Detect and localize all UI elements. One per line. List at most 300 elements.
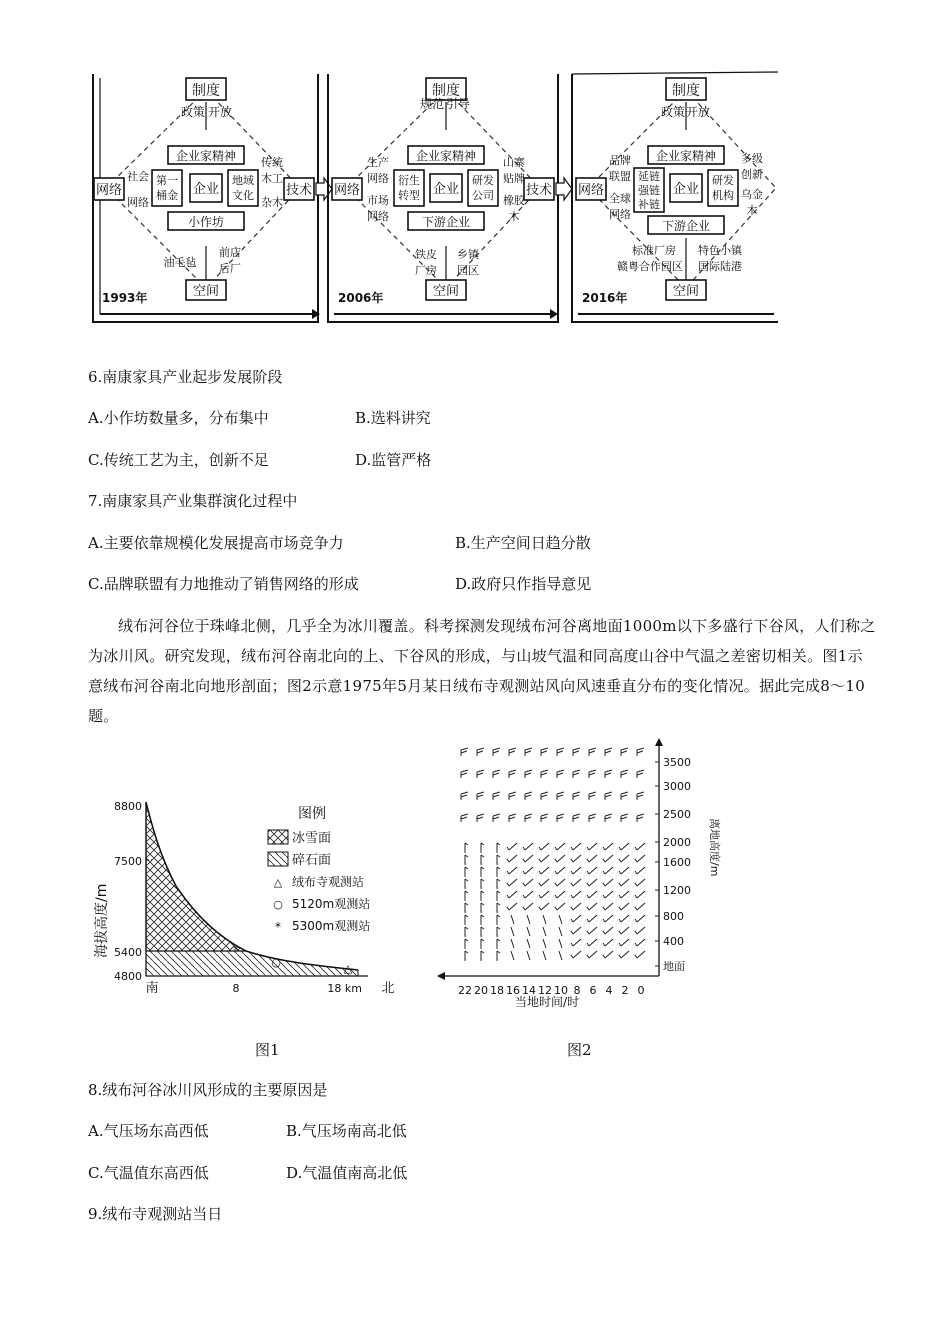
fig2-wind-barb xyxy=(635,855,645,862)
panel-2016 xyxy=(572,72,778,322)
fig2-wind-barb xyxy=(493,748,500,756)
fig2-wind-barb xyxy=(619,855,629,862)
fig2-wind-barb xyxy=(637,792,644,800)
svg-text:下游企业: 下游企业 xyxy=(661,219,711,233)
fig2-xtick: 22 xyxy=(458,984,472,997)
question-8-stem: 8.绒布河谷冰川风形成的主要原因是 xyxy=(88,1081,328,1099)
question-7-stem: 7.南康家具产业集群演化过程中 xyxy=(88,492,298,510)
fig2-wind-barb xyxy=(605,748,612,756)
fig1-legend-title: 图例 xyxy=(298,806,326,822)
svg-text:木: 木 xyxy=(508,210,520,223)
fig1-station-5300: * xyxy=(233,944,239,957)
svg-text:规范: 规范 xyxy=(419,97,445,111)
fig2-wind-barb xyxy=(619,867,629,874)
fig2-wind-barb xyxy=(539,843,549,850)
fig2-wind-barb xyxy=(541,748,548,756)
fig2-wind-barb xyxy=(635,927,645,934)
fig2-wind-barb xyxy=(497,855,500,865)
fig2-wind-barb xyxy=(541,792,548,800)
fig2-wind-barb xyxy=(635,879,645,886)
fig2-ytick: 1600 xyxy=(663,856,691,869)
panel1-year: 1993年 xyxy=(102,291,148,305)
svg-text:国际陆港: 国际陆港 xyxy=(698,260,742,273)
fig2-ytick: 3000 xyxy=(663,780,691,793)
svg-text:后厂: 后厂 xyxy=(219,262,241,275)
fig2-wind-barb xyxy=(555,843,565,850)
fig2-wind-barb xyxy=(465,951,468,961)
fig2-wind-barb xyxy=(481,891,484,901)
fig2-wind-barb xyxy=(465,867,468,877)
fig2-wind-barb xyxy=(477,814,484,822)
fig2-wind-barb xyxy=(603,855,613,862)
fig2-wind-barb xyxy=(619,891,629,898)
fig2-wind-barb xyxy=(587,939,597,946)
fig2-wind-barb xyxy=(481,843,484,853)
question-7-option-a[interactable]: A.主要依靠规模化发展提高市场竞争力 xyxy=(88,534,344,552)
svg-text:桶金: 桶金 xyxy=(156,189,178,202)
fig2-wind-barb xyxy=(525,792,532,800)
panel1-core: 企业 xyxy=(192,182,220,197)
fig2-wind-barb xyxy=(461,792,468,800)
fig2-wind-barb xyxy=(525,748,532,756)
fig1-ylabel: 海拔高度/m xyxy=(94,883,110,958)
question-7-option-b[interactable]: B.生产空间日趋分散 xyxy=(455,534,591,552)
fig2-wind-barb xyxy=(493,814,500,822)
fig2-xtick: 2 xyxy=(621,984,629,997)
svg-text:8: 8 xyxy=(232,982,240,995)
svg-text:油毛毡: 油毛毡 xyxy=(163,256,197,269)
svg-text:网络: 网络 xyxy=(367,210,389,223)
industry-cluster-diagram xyxy=(88,70,788,332)
fig2-wind-barb xyxy=(511,927,514,936)
svg-text:地域: 地域 xyxy=(232,174,254,187)
panel1-right: 技术 xyxy=(285,183,313,198)
fig2-wind-barb xyxy=(511,915,514,924)
reading-passage: 绒布河谷位于珠峰北侧，几乎全为冰川覆盖。科考探测发现绒布河谷离地面1000m以下多盛行下谷风，人们称之为冰川风。研究发现，绒布河谷南北向的上、下谷风的形成，与山坡气温和同高度山谷中气温之差密切相关。图1示意绒布河谷南北向地形剖面；图2示意1975年5月某日绒布寺观测站风向风速垂直分布的变化情况。据此完成8～10题。 xyxy=(88,617,876,725)
svg-text:技术: 技术 xyxy=(525,183,553,198)
fig2-wind-barb xyxy=(509,792,516,800)
fig2-wind-barb xyxy=(511,939,514,948)
fig2-wind-barb xyxy=(523,855,533,862)
fig2-wind-barb xyxy=(559,951,562,960)
fig2-wind-barb xyxy=(497,903,500,913)
fig2-wind-barb xyxy=(605,814,612,822)
fig2-wind-barb xyxy=(481,915,484,925)
fig2-wind-barb xyxy=(573,792,580,800)
svg-text:网络: 网络 xyxy=(333,183,361,198)
fig2-wind-barb xyxy=(481,903,484,913)
fig2-wind-barb xyxy=(559,915,562,924)
panel1-spirit: 企业家精神 xyxy=(175,149,237,163)
svg-text:铁皮: 铁皮 xyxy=(415,248,437,261)
fig2-wind-barb xyxy=(557,748,564,756)
fig2-wind-barb xyxy=(541,770,548,778)
svg-text:贴牌: 贴牌 xyxy=(503,172,525,185)
svg-text:△: △ xyxy=(273,876,283,889)
svg-text:赣粤合作园区: 赣粤合作园区 xyxy=(617,260,683,273)
fig2-wind-barb xyxy=(571,951,581,958)
question-8-option-a[interactable]: A.气压场东高西低 xyxy=(88,1122,209,1140)
fig2-ytick: 800 xyxy=(663,910,684,923)
fig2-ytick: 3500 xyxy=(663,756,691,769)
svg-text:政策: 政策 xyxy=(660,105,686,119)
fig2-wind-barb xyxy=(603,915,613,922)
fig2-wind-barb xyxy=(621,814,628,822)
svg-text:联盟: 联盟 xyxy=(609,170,631,183)
fig2-wind-barb xyxy=(481,879,484,889)
fig1-station-5120: ○ xyxy=(271,956,281,969)
fig2-xlabel: 当地时间/时 xyxy=(514,995,580,1009)
fig2-wind-barb xyxy=(465,891,468,901)
fig2-wind-barb xyxy=(555,867,565,874)
fig2-wind-barb xyxy=(587,879,597,886)
fig2-ytick: 400 xyxy=(663,935,684,948)
fig2-wind-barb xyxy=(571,939,581,946)
panel1-top: 制度 xyxy=(192,83,220,99)
svg-text:延链: 延链 xyxy=(638,170,660,183)
question-6-stem: 6.南康家具产业起步发展阶段 xyxy=(88,368,283,386)
svg-text:衍生: 衍生 xyxy=(398,174,420,187)
fig2-wind-barb xyxy=(539,879,549,886)
svg-text:企业: 企业 xyxy=(672,182,700,197)
fig2-wind-barb xyxy=(465,879,468,889)
fig2-wind-barb xyxy=(605,792,612,800)
fig2-wind-barb xyxy=(461,770,468,778)
question-6-option-d[interactable]: D.监管严格 xyxy=(355,451,432,469)
svg-text:空间: 空间 xyxy=(432,284,460,299)
fig2-wind-barb xyxy=(587,891,597,898)
fig2-ylabel: 离地高度/m xyxy=(708,818,721,877)
question-6-option-a[interactable]: A.小作坊数量多，分布集中 xyxy=(88,409,269,427)
fig2-wind-barb xyxy=(621,770,628,778)
fig2-wind-barb xyxy=(635,951,645,958)
svg-text:18 km: 18 km xyxy=(327,982,362,995)
fig2-wind-barb xyxy=(477,770,484,778)
fig2-wind-barb xyxy=(589,792,596,800)
svg-text:补链: 补链 xyxy=(638,198,660,211)
svg-text:文化: 文化 xyxy=(232,189,254,202)
fig2-xtick: 18 xyxy=(490,984,504,997)
fig1-legend-item: 5120m观测站 xyxy=(292,897,371,911)
fig2-wind-barb xyxy=(539,855,549,862)
fig2-wind-barb xyxy=(497,843,500,853)
fig2-wind-barb xyxy=(493,792,500,800)
fig1-station-rongbuk: △ xyxy=(343,962,353,975)
fig2-wind-barb xyxy=(509,748,516,756)
svg-text:○: ○ xyxy=(273,898,283,911)
svg-text:企业家精神: 企业家精神 xyxy=(655,149,717,163)
fig2-wind-barb xyxy=(571,867,581,874)
fig2-yticks xyxy=(655,756,691,973)
question-6-option-c[interactable]: C.传统工艺为主，创新不足 xyxy=(88,451,269,469)
fig2-wind-barb xyxy=(481,951,484,961)
svg-text:创新: 创新 xyxy=(741,168,763,181)
fig2-wind-barb xyxy=(559,927,562,936)
svg-text:2016年: 2016年 xyxy=(582,291,628,305)
svg-text:研发: 研发 xyxy=(472,174,494,187)
fig2-wind-barb xyxy=(507,879,517,886)
svg-text:木: 木 xyxy=(746,204,758,217)
fig1-ytick: 7500 xyxy=(114,855,142,868)
panel1-top-link-2: 开放 xyxy=(207,105,233,119)
fig2-wind-barb xyxy=(589,770,596,778)
fig2-wind-barb xyxy=(571,843,581,850)
svg-text:网络: 网络 xyxy=(609,208,631,221)
panel-2006 xyxy=(328,74,558,322)
fig2-wind-barb xyxy=(571,879,581,886)
svg-text:网络: 网络 xyxy=(127,196,149,209)
svg-text:开放: 开放 xyxy=(685,105,711,119)
fig2-wind-barb xyxy=(619,903,629,910)
svg-text:橡胶: 橡胶 xyxy=(503,194,525,207)
fig2-wind-barb xyxy=(603,903,613,910)
svg-text:乌金: 乌金 xyxy=(741,188,763,201)
fig2-wind-barb xyxy=(603,879,613,886)
fig2-wind-barb xyxy=(527,915,530,924)
svg-text:品牌: 品牌 xyxy=(609,154,631,167)
svg-text:网络: 网络 xyxy=(577,183,605,198)
svg-text:木工: 木工 xyxy=(261,172,283,185)
fig2-wind-barb xyxy=(541,814,548,822)
fig2-wind-barb xyxy=(637,770,644,778)
fig2-wind-barb xyxy=(603,927,613,934)
figure-1-caption: 图1 xyxy=(255,1041,280,1059)
fig2-wind-barb xyxy=(555,879,565,886)
fig2-wind-barbs xyxy=(461,748,645,961)
fig2-wind-barb xyxy=(587,867,597,874)
fig2-wind-barb xyxy=(509,814,516,822)
svg-text:制度: 制度 xyxy=(432,83,460,99)
svg-text:特色小镇: 特色小镇 xyxy=(698,244,742,257)
panel1-left: 网络 xyxy=(95,183,123,198)
fig2-ytick: 2500 xyxy=(663,808,691,821)
svg-text:传统: 传统 xyxy=(261,156,283,169)
fig2-wind-barb xyxy=(461,748,468,756)
fig2-wind-barb xyxy=(573,770,580,778)
fig2-wind-barb xyxy=(555,855,565,862)
fig2-wind-barb xyxy=(497,927,500,937)
svg-text:南: 南 xyxy=(145,981,159,996)
fig2-wind-barb xyxy=(481,927,484,937)
svg-text:引导: 引导 xyxy=(445,97,471,111)
fig2-xtick: 14 xyxy=(522,984,536,997)
fig1-legend-item: 碎石面 xyxy=(292,853,332,868)
fig2-wind-barb xyxy=(619,939,629,946)
fig2-wind-barb xyxy=(637,748,644,756)
svg-text:2006年: 2006年 xyxy=(338,291,384,305)
fig2-wind-barb xyxy=(523,891,533,898)
fig2-wind-barb xyxy=(507,903,517,910)
figure-2-wind-profile xyxy=(435,738,725,1020)
fig2-xtick: 16 xyxy=(506,984,520,997)
fig2-wind-barb xyxy=(571,903,581,910)
fig2-wind-barb xyxy=(497,891,500,901)
fig2-wind-barb xyxy=(507,891,517,898)
figure-2-caption: 图2 xyxy=(567,1041,592,1059)
svg-text:企业家精神: 企业家精神 xyxy=(415,149,477,163)
fig2-wind-barb xyxy=(571,891,581,898)
question-6-option-b[interactable]: B.选料讲究 xyxy=(355,409,431,427)
fig2-wind-barb xyxy=(477,792,484,800)
fig2-wind-barb xyxy=(523,879,533,886)
fig2-wind-barb xyxy=(571,927,581,934)
fig2-wind-barb xyxy=(559,939,562,948)
fig2-wind-barb xyxy=(605,770,612,778)
figure-1-terrain-profile xyxy=(90,786,420,1004)
fig2-wind-barb xyxy=(543,951,546,960)
fig2-wind-barb xyxy=(481,867,484,877)
fig2-wind-barb xyxy=(523,867,533,874)
fig2-wind-barb xyxy=(497,951,500,961)
panel1-bottom: 空间 xyxy=(192,284,220,299)
fig2-wind-barb xyxy=(619,951,629,958)
fig2-wind-barb xyxy=(523,843,533,850)
svg-text:企业: 企业 xyxy=(432,182,460,197)
panel1-lower: 小作坊 xyxy=(187,215,225,229)
fig1-ytick: 5400 xyxy=(114,946,142,959)
fig2-wind-barb xyxy=(461,814,468,822)
fig2-wind-barb xyxy=(539,891,549,898)
fig2-wind-barb xyxy=(557,814,564,822)
fig2-wind-barb xyxy=(603,939,613,946)
fig2-wind-barb xyxy=(635,903,645,910)
svg-text:生产: 生产 xyxy=(367,156,389,169)
svg-text:机构: 机构 xyxy=(712,189,734,202)
fig2-wind-barb xyxy=(555,891,565,898)
fig2-wind-barb xyxy=(555,903,565,910)
fig2-wind-barb xyxy=(587,855,597,862)
fig2-ytick: 1200 xyxy=(663,884,691,897)
question-9-stem: 9.绒布寺观测站当日 xyxy=(88,1205,223,1223)
svg-text:空间: 空间 xyxy=(672,284,700,299)
fig2-xtick: 10 xyxy=(554,984,568,997)
question-8-option-b[interactable]: B.气压场南高北低 xyxy=(286,1122,407,1140)
question-8-option-d[interactable]: D.气温值南高北低 xyxy=(286,1164,408,1182)
svg-text:网络: 网络 xyxy=(367,172,389,185)
fig2-wind-barb xyxy=(603,867,613,874)
svg-text:乡镇: 乡镇 xyxy=(457,248,479,261)
fig2-wind-barb xyxy=(603,891,613,898)
fig2-wind-barb xyxy=(635,915,645,922)
fig2-wind-barb xyxy=(527,939,530,948)
fig2-wind-barb xyxy=(587,927,597,934)
fig2-wind-barb xyxy=(497,867,500,877)
svg-text:第一: 第一 xyxy=(156,174,178,187)
fig2-wind-barb xyxy=(493,770,500,778)
svg-text:研发: 研发 xyxy=(712,174,734,187)
fig2-wind-barb xyxy=(509,770,516,778)
fig2-ytick: 2000 xyxy=(663,836,691,849)
svg-text:社会: 社会 xyxy=(127,170,149,183)
fig1-ice-snow-area xyxy=(146,802,246,951)
fig2-wind-barb xyxy=(481,939,484,949)
fig2-wind-barb xyxy=(571,915,581,922)
fig2-wind-barb xyxy=(465,843,468,853)
svg-text:转型: 转型 xyxy=(398,189,420,202)
svg-text:杂木: 杂木 xyxy=(261,196,283,209)
fig2-wind-barb xyxy=(527,927,530,936)
question-7-option-d[interactable]: D.政府只作指导意见 xyxy=(455,575,592,593)
fig2-wind-barb xyxy=(635,891,645,898)
panel-1993 xyxy=(93,74,320,322)
svg-text:强链: 强链 xyxy=(638,184,660,197)
fig2-xtick: 12 xyxy=(538,984,552,997)
fig2-wind-barb xyxy=(573,814,580,822)
fig2-wind-barb xyxy=(527,951,530,960)
svg-text:多级: 多级 xyxy=(741,152,763,165)
fig2-wind-barb xyxy=(587,951,597,958)
fig2-wind-barb xyxy=(539,867,549,874)
fig2-wind-barb xyxy=(603,951,613,958)
fig1-gravel-area xyxy=(146,951,358,976)
fig2-wind-barb xyxy=(557,770,564,778)
fig2-wind-barb xyxy=(465,915,468,925)
fig2-wind-barb xyxy=(465,927,468,937)
svg-text:公司: 公司 xyxy=(472,189,494,202)
svg-text:厂房: 厂房 xyxy=(415,264,437,277)
fig2-wind-barb xyxy=(525,770,532,778)
fig2-wind-barb xyxy=(497,939,500,949)
question-8-option-c[interactable]: C.气温值东高西低 xyxy=(88,1164,209,1182)
svg-text:*: * xyxy=(275,920,281,934)
svg-text:山寨: 山寨 xyxy=(503,156,525,169)
fig2-wind-barb xyxy=(543,939,546,948)
question-7-option-c[interactable]: C.品牌联盟有力地推动了销售网络的形成 xyxy=(88,575,359,593)
fig2-wind-barb xyxy=(543,915,546,924)
fig2-wind-barb xyxy=(477,748,484,756)
fig2-wind-barb xyxy=(587,903,597,910)
fig2-wind-barb xyxy=(635,939,645,946)
fig2-wind-barb xyxy=(635,843,645,850)
fig1-legend-item: 冰雪面 xyxy=(292,831,332,846)
fig2-wind-barb xyxy=(587,915,597,922)
fig2-wind-barb xyxy=(557,792,564,800)
fig2-wind-barb xyxy=(619,915,629,922)
svg-text:园区: 园区 xyxy=(457,264,479,277)
fig2-wind-barb xyxy=(573,748,580,756)
fig2-xtick: 8 xyxy=(573,984,581,997)
svg-text:标准厂房: 标准厂房 xyxy=(632,244,676,257)
fig1-ytick: 4800 xyxy=(114,970,142,983)
fig2-wind-barb xyxy=(523,903,533,910)
svg-text:前店: 前店 xyxy=(219,246,241,259)
fig2-wind-barb xyxy=(589,814,596,822)
fig2-wind-barb xyxy=(621,792,628,800)
fig2-wind-barb xyxy=(511,951,514,960)
fig2-wind-barb xyxy=(497,915,500,925)
fig2-wind-barb xyxy=(465,855,468,865)
fig2-xtick: 0 xyxy=(637,984,645,997)
panel1-top-link-1: 政策 xyxy=(180,105,206,119)
fig2-wind-barb xyxy=(619,843,629,850)
fig2-wind-barb xyxy=(571,855,581,862)
fig2-wind-barb xyxy=(603,843,613,850)
fig2-xtick: 4 xyxy=(605,984,613,997)
fig2-wind-barb xyxy=(621,748,628,756)
fig2-wind-barb xyxy=(637,814,644,822)
fig2-wind-barb xyxy=(481,855,484,865)
fig2-wind-barb xyxy=(465,939,468,949)
fig2-wind-barb xyxy=(507,843,517,850)
fig2-wind-barb xyxy=(507,855,517,862)
fig2-wind-barb xyxy=(619,927,629,934)
fig2-ytick: 地面 xyxy=(663,960,685,973)
fig2-wind-barb xyxy=(507,867,517,874)
fig2-wind-barb xyxy=(543,927,546,936)
fig2-wind-barb xyxy=(525,814,532,822)
fig2-wind-barb xyxy=(635,867,645,874)
fig2-xtick: 20 xyxy=(474,984,488,997)
